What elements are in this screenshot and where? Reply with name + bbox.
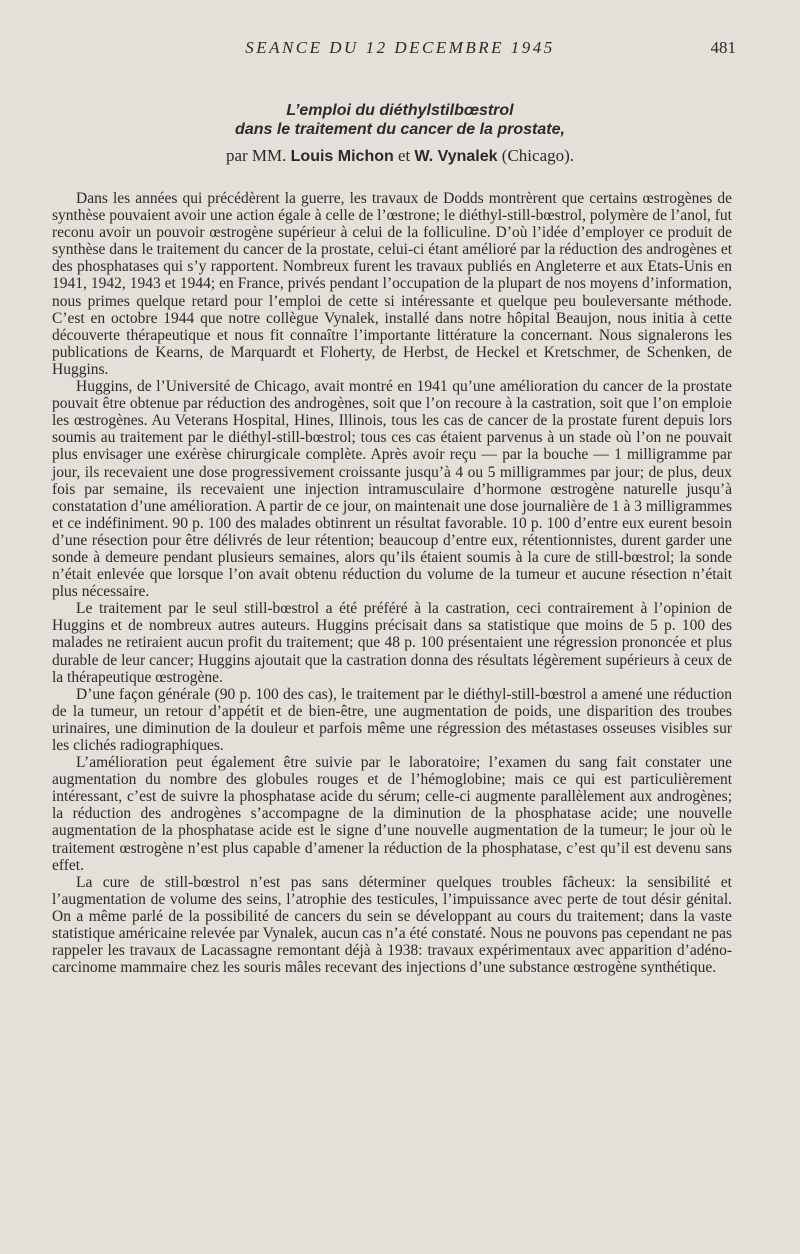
byline-affiliation: (Chicago). — [501, 146, 575, 165]
paragraph: Dans les années qui précédèrent la guerre, les travaux de Dodds montrèrent que certains œstrogènes de synthèse pouvaient avoir une action égale à celle de l’œstrone; le diéthyl-still-bœstrol, polymère de l’anol, fut reconu avoir un pouvoir œstrogène supérieur à celui de la folliculine. D’où l’idée d’employer ce produit de synthèse dans le traitement du cancer de la prostate, celui-ci étant amélioré par la réduction des androgènes et des phosphatases qui s’y rapportent. Nombreux furent les travaux publiés en Angleterre et aux Etats-Unis en 1941, 1942, 1943 et 1944; en France, privés pendant l’occupation de la plupart de nos moyens d’information, nous primes quelque retard pour l’emploi de cette si intéressante et quelque peu bouleversante méthode. C’est en octobre 1944 que notre collègue Vynalek, installé dans notre hôpital Beaujon, nous initia à cette découverte thérapeutique et nous fit connaître l’importante littérature la concernant. Nous signalerons les publications de Kearns, de Marquardt et Floherty, de Herbst, de Heckel et Kretschmer, de Schenken, de Huggins. — [52, 190, 732, 378]
paragraph: L’amélioration peut également être suivie par le laboratoire; l’examen du sang fait constater une augmentation du nombre des globules rouges et de l’hémoglobine; mais ce qui est particulièrement intéressant, c’est de suivre la phosphatase acide du sérum; celle-ci augmente parallèlement aux androgènes; la réduction des androgènes s’accompagne de la diminution de la phosphatase acide; une nouvelle augmentation de la phosphatase acide est le signe d’une nouvelle augmentation de la tumeur; le jour où le traitement œstrogène n’est plus capable d’amener la réduction de la phosphatase, c’est qu’il est devenu sans effet. — [52, 754, 732, 874]
running-title: SEANCE DU 12 DECEMBRE 1945 — [245, 38, 555, 57]
article-title-line-2: dans le traitement du cancer de la prostate, — [235, 121, 565, 138]
article-title-line-1: L’emploi du diéthylstilbœstrol — [286, 102, 514, 119]
paragraph: La cure de still-bœstrol n’est pas sans déterminer quelques troubles fâcheux: la sensibilité et l’augmentation de volume des seins, l’atrophie des testicules, l’impuissance avec perte de tout désir génital. On a même parlé de la possibilité de cancers du sein se développant au cours du traitement; dans la vaste statistique américaine relevée par Vynalek, aucun cas n’a été constaté. Nous ne pouvons pas cependant ne pas rappeler les travaux de Lacassagne remontant déjà à 1938: travaux expérimentaux avec apparition d’adéno-carcinome mammaire chez les souris mâles recevant des injections d’une substance œstrogène synthétique. — [52, 873, 732, 977]
paragraph: Huggins, de l’Université de Chicago, avait montré en 1941 qu’une amélioration du cancer de la prostate pouvait être obtenue par réduction des androgènes, soit que l’on recoure à la castration, soit que l’on emploie les œstrogènes. Au Veterans Hospital, Hines, Illinois, tous les cas de cancer de la prostate furent depuis lors soumis au traitement par le diéthyl-still-bœstrol; tous ces cas étaient parvenus à un stade où l’on ne pouvait plus envisager une exérèse chirurgicale complète. Après avoir reçu — par la bouche — 1 milligramme par jour, ils recevaient une dose progressivement croissante jusqu’à 4 ou 5 milligrammes par jour; de plus, deux fois par semaine, ils recevaient une injection intramusculaire d’hormone œstrogène naturelle jusqu’à constatation d’une amélioration. A partir de ce jour, on maintenait une dose journalière de 1 à 3 milligrammes et ce indéfiniment. 90 p. 100 des malades obtinrent un résultat favorable. 10 p. 100 d’entre eux eurent besoin d’une résection pour être délivrés de leur rétention; beaucoup d’entre eux, rétentionnistes, durent garder une sonde à demeure pendant plusieurs semaines, alors qu’ils étaient soumis à la cure de still-bœstrol; la sonde n’était enlevée que lorsque l’on avait obtenu réduction du volume de la tumeur et aucune résection n’était plus nécessaire. — [52, 378, 732, 601]
page-number: 481 — [710, 38, 736, 57]
byline-prefix: par MM. — [225, 146, 287, 165]
running-head — [0, 38, 800, 62]
byline-and: et — [398, 146, 411, 165]
byline — [0, 146, 800, 166]
article-title — [0, 101, 800, 139]
author-vynalek: W. Vynalek — [414, 148, 498, 165]
author-michon: Louis Michon — [290, 148, 394, 165]
paragraph: D’une façon générale (90 p. 100 des cas), le traitement par le diéthyl-still-bœstrol a amené une réduction de la tumeur, un retour d’appétit et de bien-être, une augmentation de poids, une disparition des troubes urinaires, une diminution de la douleur et parfois même une régression des métastases osseuses visibles sur les clichés radiographiques. — [52, 685, 732, 754]
paragraph: Le traitement par le seul still-bœstrol a été préféré à la castration, ceci contrairement à l’opinion de Huggins et de nombreux autres auteurs. Huggins précisait dans sa statistique que moins de 5 p. 100 des malades ne retiraient aucun profit du traitement; que 48 p. 100 présentaient une régression prononcée et plus durable de leur cancer; Huggins ajoutait que la castration donna des résultats légèrement supérieurs à ceux de la thérapeutique œstrogène. — [52, 600, 732, 686]
article-body — [52, 190, 732, 976]
